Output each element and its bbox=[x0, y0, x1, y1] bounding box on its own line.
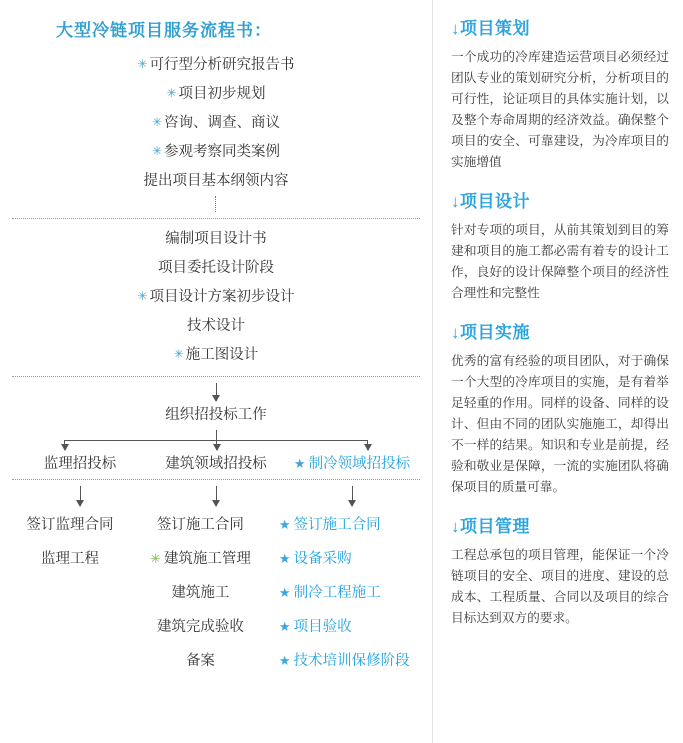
exec-label: 签订监理合同 bbox=[26, 517, 114, 533]
exec-cell-refrigeration bbox=[273, 508, 420, 542]
flow-step bbox=[8, 167, 424, 196]
exec-cell-supervision bbox=[12, 610, 128, 644]
arrow-down-icon: ↓ bbox=[451, 19, 460, 38]
exec-cell-construction bbox=[128, 576, 273, 610]
bid-node bbox=[8, 401, 424, 430]
bid-node-label: 组织招投标工作 bbox=[165, 407, 267, 423]
flow-step-label: 施工图设计 bbox=[185, 347, 259, 363]
connector-tick bbox=[64, 440, 65, 450]
exec-cell-supervision bbox=[12, 542, 128, 576]
asterisk-icon: ✳ bbox=[149, 551, 161, 566]
flow-step bbox=[8, 138, 424, 167]
section-title: 项目设计 bbox=[460, 192, 530, 211]
star-icon: ★ bbox=[278, 653, 291, 668]
arrow-down-icon bbox=[80, 486, 81, 506]
section-heading-planning bbox=[451, 14, 669, 39]
arrow-down-icon: ↓ bbox=[451, 323, 460, 342]
divider bbox=[12, 376, 420, 377]
arrow-down-icon: ↓ bbox=[451, 517, 460, 536]
exec-row bbox=[8, 610, 424, 644]
exec-cell-refrigeration bbox=[273, 576, 420, 610]
exec-label: 建筑完成验收 bbox=[156, 619, 244, 635]
asterisk-icon: ✳ bbox=[173, 347, 184, 361]
section-heading-management bbox=[451, 512, 669, 537]
exec-label: 建筑施工管理 bbox=[163, 551, 251, 567]
bid-branch bbox=[148, 452, 284, 473]
flow-step-label: 项目初步规划 bbox=[178, 86, 266, 102]
exec-cell-refrigeration bbox=[273, 644, 420, 678]
section-body-management: 工程总承包的项目管理，能保证一个冷链项目的安全、项目的进度、建设的总成本、工程质量、合同以及项目的综合目标达到双方的要求。 bbox=[451, 548, 669, 625]
section-heading-design bbox=[451, 187, 669, 212]
flow-step bbox=[8, 312, 424, 341]
flow-step bbox=[8, 80, 424, 109]
exec-label: 技术培训保修阶段 bbox=[293, 653, 410, 669]
section-title: 项目实施 bbox=[460, 323, 530, 342]
exec-row bbox=[8, 576, 424, 610]
flow-step-label: 编制项目设计书 bbox=[165, 231, 267, 247]
connector-tick bbox=[367, 440, 368, 450]
star-icon: ★ bbox=[278, 585, 291, 600]
flow-title: 大型冷链项目服务流程书： bbox=[56, 21, 272, 40]
star-icon: ★ bbox=[278, 517, 291, 532]
star-icon: ★ bbox=[293, 456, 306, 471]
exec-label: 监理工程 bbox=[40, 551, 99, 567]
flow-steps-mid bbox=[8, 225, 424, 370]
description-panel bbox=[432, 0, 683, 743]
arrow-cell bbox=[12, 486, 148, 506]
flow-step bbox=[8, 254, 424, 283]
asterisk-icon: ✳ bbox=[137, 57, 148, 71]
flow-step-label: 提出项目基本纲领内容 bbox=[143, 173, 289, 189]
flow-step-label: 参观考察同类案例 bbox=[164, 144, 281, 160]
flow-step-label: 项目委托设计阶段 bbox=[158, 260, 274, 276]
flow-step-label: 可行型分析研究报告书 bbox=[149, 57, 295, 73]
exec-cell-supervision bbox=[12, 508, 128, 542]
exec-arrow-row bbox=[8, 486, 424, 506]
branch-connector bbox=[12, 430, 420, 452]
section-body-design: 针对专项的项目，从前其策划到目的筹建和项目的施工都必需有着专的设计工作，良好的设计保障整个项目的经济性合理性和完整性 bbox=[451, 223, 669, 300]
dotted-connector bbox=[215, 196, 217, 212]
bid-branch bbox=[284, 452, 420, 473]
exec-label: 备案 bbox=[185, 653, 215, 669]
section-title: 项目管理 bbox=[460, 517, 530, 536]
section-heading-implementation bbox=[451, 318, 669, 343]
bid-branch-label: 建筑领域招投标 bbox=[165, 456, 267, 472]
exec-label: 签订施工合同 bbox=[293, 517, 381, 533]
exec-label: 签订施工合同 bbox=[156, 517, 244, 533]
arrow-down-icon bbox=[352, 486, 353, 506]
exec-cell-refrigeration bbox=[273, 610, 420, 644]
flow-step bbox=[8, 341, 424, 370]
bid-branch-row bbox=[8, 452, 424, 473]
section-title: 项目策划 bbox=[460, 19, 530, 38]
arrow-down-icon bbox=[216, 486, 217, 506]
exec-cell-construction bbox=[128, 508, 273, 542]
flow-step bbox=[8, 283, 424, 312]
bid-branch-label: 监理招投标 bbox=[43, 456, 117, 472]
bid-branch bbox=[12, 452, 148, 473]
connector-tick bbox=[216, 440, 217, 450]
asterisk-icon: ✳ bbox=[137, 289, 148, 303]
asterisk-icon: ✳ bbox=[151, 115, 163, 129]
divider bbox=[12, 218, 420, 219]
section-body-implementation: 优秀的富有经验的项目团队，对于确保一个大型的冷库项目的实施，是有着举足轻重的作用。同样的设备、同样的设计、但由不同的团队实施施工，却得出不一样的结果。知识和专业是前提，经验和敬业是保障，一流的实施团队将确保项目的质量可靠。 bbox=[451, 354, 669, 494]
arrow-down-icon bbox=[216, 383, 217, 401]
exec-row bbox=[8, 542, 424, 576]
exec-cell-supervision bbox=[12, 576, 128, 610]
asterisk-icon: ✳ bbox=[151, 144, 163, 158]
flow-steps-top bbox=[8, 51, 424, 196]
exec-label: 制冷工程施工 bbox=[293, 585, 381, 601]
exec-label: 建筑施工 bbox=[171, 585, 230, 601]
asterisk-icon: ✳ bbox=[166, 86, 177, 100]
exec-cell-refrigeration bbox=[273, 542, 420, 576]
flow-step bbox=[8, 51, 424, 80]
section-body-planning: 一个成功的冷库建造运营项目必须经过团队专业的策划研究分析，分析项目的可行性，论证项目的具体实施计划，以及整个寿命周期的经济效益。确保整个项目的安全、可靠建设，为冷库项目的实施增值 bbox=[451, 50, 669, 169]
exec-cell-supervision bbox=[12, 644, 128, 678]
divider bbox=[12, 479, 420, 480]
flow-step-label: 项目设计方案初步设计 bbox=[149, 289, 295, 305]
exec-row bbox=[8, 508, 424, 542]
exec-label: 项目验收 bbox=[293, 619, 352, 635]
star-icon: ★ bbox=[278, 619, 291, 634]
bid-branch-label: 制冷领域招投标 bbox=[308, 456, 411, 472]
exec-label: 设备采购 bbox=[293, 551, 352, 567]
exec-cell-construction bbox=[128, 542, 273, 576]
flow-step bbox=[8, 225, 424, 254]
exec-cell-construction bbox=[128, 644, 273, 678]
arrow-cell bbox=[284, 486, 420, 506]
flow-step-label: 咨询、调查、商议 bbox=[164, 115, 281, 131]
arrow-down-icon: ↓ bbox=[451, 192, 460, 211]
exec-cell-construction bbox=[128, 610, 273, 644]
flow-step-label: 技术设计 bbox=[187, 318, 245, 334]
exec-row bbox=[8, 644, 424, 678]
flow-step bbox=[8, 109, 424, 138]
star-icon: ★ bbox=[278, 551, 291, 566]
arrow-cell bbox=[148, 486, 284, 506]
connector-stem bbox=[216, 430, 217, 440]
